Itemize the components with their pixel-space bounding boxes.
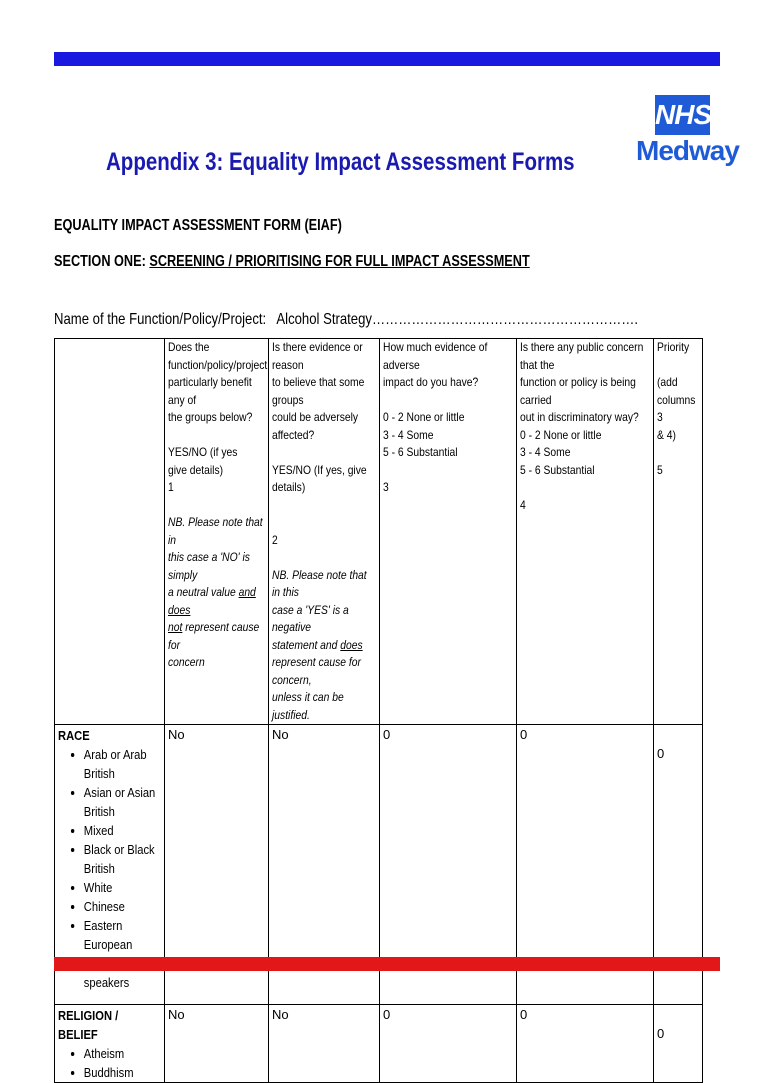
group-cell-religion	[55, 1005, 165, 1083]
list-item: • White	[84, 878, 161, 897]
col2-note: NB. Please note that in this case a 'YES' is a negative statement and does represent cause for concern, unless it can be justified.	[272, 567, 367, 722]
header-cell-col3: How much evidence of adverse impact do you have? 0 - 2 None or little 3 - 4 Some 5 - 6 Substantial 3	[380, 339, 517, 725]
col1-note: NB. Please note that in this case a 'NO' is simply a neutral value and does not represent cause for concern	[168, 515, 263, 669]
religion-col4-value: 0	[517, 1005, 654, 1083]
section-title: SCREENING / PRIORITISING FOR FULL IMPACT ASSESSMENT	[149, 253, 530, 270]
list-item: • Mixed	[84, 821, 161, 840]
function-name-leader: …………………………………………………….	[371, 311, 639, 328]
organisation-name: Medway	[636, 135, 739, 166]
religion-col1-value: No	[165, 1005, 269, 1083]
race-col3-value: 0	[380, 725, 517, 1005]
header-blank-cell	[55, 339, 165, 725]
list-item: • Buddhism	[84, 1063, 161, 1082]
nhs-logo-badge: NHS	[655, 95, 710, 135]
column-number-4: 4	[520, 497, 526, 512]
header-cell-col5: Priority (add columns 3 & 4) 5	[654, 339, 703, 725]
header-cell-col2: Is there evidence or reason to believe that some groups could be adversely affected? YES/NO (If yes, give details) 2 NB. Please note that in this case a 'YES' is a negative statement and does represent cause for concern, unless it can be justified.	[269, 339, 380, 725]
list-item: • Atheism	[84, 1044, 161, 1063]
column-number-2: 2	[272, 532, 278, 547]
table-row	[55, 1005, 703, 1083]
list-item: • Arab or Arab British	[84, 745, 161, 783]
race-col2-value: No	[269, 725, 380, 1005]
function-name-row	[54, 311, 638, 329]
header-cell-col1: Does the function/policy/project particularly benefit any of the groups below? YES/NO (if yes give details) 1 NB. Please note that in this case a 'NO' is simply a neutral value and does not represent cause for concern	[165, 339, 269, 725]
function-name-value: Alcohol Strategy	[276, 311, 372, 328]
section-prefix: SECTION ONE:	[54, 253, 150, 270]
group-title: RACE	[58, 728, 90, 743]
list-item: • Chinese	[84, 897, 161, 916]
list-item: • Eastern European	[84, 916, 161, 954]
column-number-3: 3	[383, 480, 389, 494]
bottom-red-band	[54, 957, 720, 971]
race-col1-value: No	[165, 725, 269, 1005]
group-title: RELIGION / BELIEF	[58, 1008, 119, 1042]
list-item: • Asian or Asian British	[84, 783, 161, 821]
screening-table	[54, 338, 703, 1083]
religion-col2-value: No	[269, 1005, 380, 1083]
column-number-1: 1	[168, 480, 174, 494]
religion-priority-value: 0	[654, 1005, 703, 1083]
race-priority-value: 0	[654, 725, 703, 1005]
nhs-medway-logo	[636, 95, 739, 167]
race-col4-value: 0	[517, 725, 654, 1005]
column-number-5: 5	[657, 462, 663, 477]
table-header-row	[55, 339, 703, 725]
list-item: • speakers	[84, 954, 161, 992]
group-members-list	[58, 1044, 161, 1082]
religion-col3-value: 0	[380, 1005, 517, 1083]
list-item: • Black or Black British	[84, 840, 161, 878]
function-name-label: Name of the Function/Policy/Project:	[54, 311, 267, 328]
top-blue-band	[54, 52, 720, 66]
page-title: Appendix 3: Equality Impact Assessment Forms	[106, 148, 575, 176]
header-cell-col4: Is there any public concern that the function or policy is being carried out in discriminatory way? 0 - 2 None or little 3 - 4 Some 5 - 6 Substantial 4	[517, 339, 654, 725]
form-title: EQUALITY IMPACT ASSESSMENT FORM (EIAF)	[54, 217, 342, 234]
group-members-list	[58, 745, 161, 992]
section-heading	[54, 253, 530, 271]
